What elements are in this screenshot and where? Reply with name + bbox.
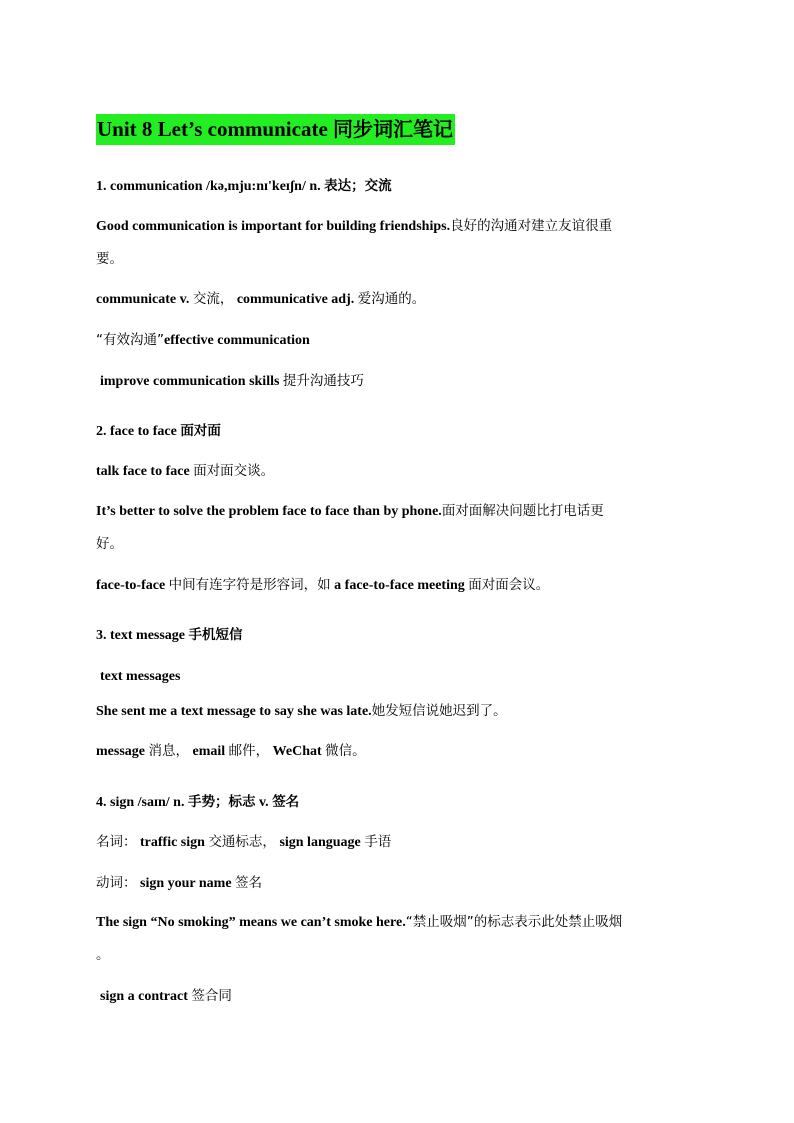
section-3-related: message 消息， email 邮件， WeChat 微信。 [96, 743, 366, 759]
section-3-heading: 3. text message 手机短信 [96, 627, 243, 643]
title-zh: 同步词汇笔记 [333, 117, 454, 141]
page-title [96, 114, 455, 145]
section-3-plural: text messages [100, 669, 181, 684]
section-4-phrase: sign a contract 签合同 [100, 988, 232, 1004]
section-1-phrase-1: “有效沟通”effective communication [96, 332, 310, 348]
section-1-heading: 1. communication /kə,mju:nɪ'keɪʃn/ n. 表达；交流 [96, 178, 392, 194]
section-2-phrase-1: talk face to face 面对面交谈。 [96, 463, 275, 479]
section-4-verb: 动词： sign your name 签名 [96, 875, 263, 891]
section-4-example-1: The sign “No smoking” means we can’t smoke here.“禁止吸烟”的标志表示此处禁止吸烟 。 [96, 914, 623, 963]
section-1-phrase-2: improve communication skills 提升沟通技巧 [100, 373, 364, 389]
section-3-example-1: She sent me a text message to say she was late.她发短信说她迟到了。 [96, 703, 507, 719]
section-4-noun: 名词： traffic sign 交通标志， sign language 手语 [96, 834, 392, 850]
title-en: Unit 8 Let’s communicate [97, 117, 328, 141]
section-1-example-1: Good communication is important for building friendships.良好的沟通对建立友谊很重 要。 [96, 218, 613, 267]
section-2-heading: 2. face to face 面对面 [96, 423, 221, 439]
section-1-derivatives: communicate v. 交流， communicative adj. 爱沟通的。 [96, 291, 426, 307]
section-4-heading: 4. sign /saɪn/ n. 手势；标志 v. 签名 [96, 794, 300, 810]
section-2-note: face-to-face 中间有连字符是形容词，如 a face-to-face meeting 面对面会议。 [96, 577, 550, 593]
section-2-example-1: It’s better to solve the problem face to face than by phone.面对面解决问题比打电话更 好。 [96, 503, 604, 552]
